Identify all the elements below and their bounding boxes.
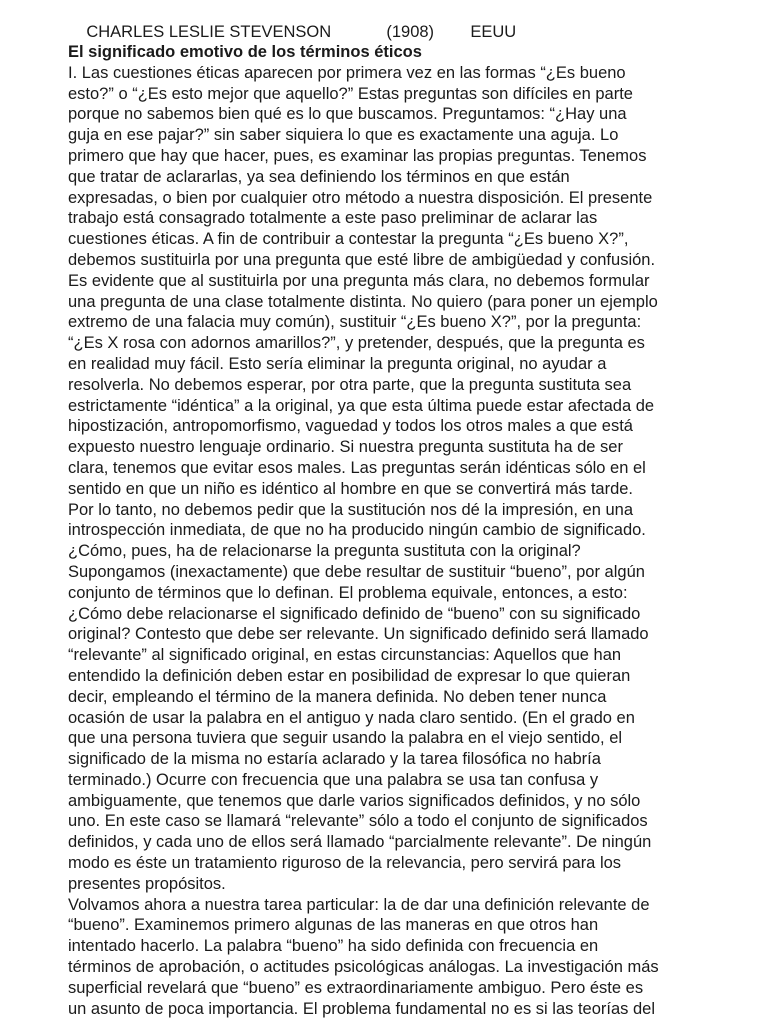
text-line: Por lo tanto, no debemos pedir que la sustitución nos dé la impresión, en una (68, 500, 634, 519)
text-line: entendido la definición deben estar en posibilidad de expresar lo que quieran (68, 666, 631, 685)
publication-year: (1908) (386, 22, 435, 41)
text-line: que tratar de aclararlas, ya sea definiendo los términos en que están (68, 167, 570, 186)
text-line: cuestiones éticas. A fin de contribuir a contestar la pregunta “¿Es bueno X?”, (68, 230, 629, 249)
text-line: ¿Cómo, pues, ha de relacionarse la pregunta sustituta con la original? (68, 542, 581, 561)
text-line: primero que hay que hacer, pues, es examinar las propias preguntas. Tenemos (68, 146, 647, 165)
text-line: decir, empleando el término de la manera definida. No deben tener nunca (68, 687, 607, 706)
text-line: Es evidente que al sustituirla por una pregunta más clara, no debemos formular (68, 271, 650, 290)
text-line: terminado.) Ocurre con frecuencia que una palabra se usa tan confusa y (68, 770, 599, 789)
text-line: expresadas, o bien por cualquier otro método a nuestra disposición. El presente (68, 188, 653, 207)
author-name: CHARLES LESLIE STEVENSON (86, 22, 332, 41)
text-line: estrictamente “idéntica” a la original, ya que esta última puede estar afectada de (68, 396, 655, 415)
text-line: expuesto nuestro lenguaje ordinario. Si nuestra pregunta sustituta ha de ser (68, 438, 623, 457)
text-line: resolverla. No debemos esperar, por otra parte, que la pregunta sustituta sea (68, 375, 632, 394)
text-line: definidos, y cada uno de ellos será llamado “parcialmente relevante”. De ningún (68, 833, 652, 852)
text-line: Volvamos ahora a nuestra tarea particular: la de dar una definición relevante de (68, 895, 650, 914)
text-line: una pregunta de una clase totalmente distinta. No quiero (para poner un ejemplo (68, 292, 658, 311)
text-line: introspección inmediata, de que no ha producido ningún cambio de significado. (68, 521, 646, 540)
text-line: porque no sabemos bien qué es lo que buscamos. Preguntamos: “¿Hay una (68, 105, 627, 124)
text-line: superficial revelará que “bueno” es extraordinariamente ambiguo. Pero éste es (68, 978, 644, 997)
author-country: EEUU (470, 22, 517, 41)
text-line: hipostización, antropomorfismo, vaguedad y todos los otros males a que está (68, 417, 633, 436)
text-line: términos de aprobación, o actitudes psicológicas análogas. La investigación más (68, 958, 659, 977)
text-line: que una persona tuviera que seguir usando la palabra en el viejo sentido, el (68, 729, 623, 748)
text-line: uno. En este caso se llamará “relevante” sólo a todo el conjunto de significados (68, 812, 648, 831)
document-page (68, 0, 700, 1019)
text-line: conjunto de términos que lo definan. El problema equivale, entonces, a esto: (68, 583, 628, 602)
text-line: intentado hacerlo. La palabra “bueno” ha sido definida con frecuencia en (68, 937, 599, 956)
text-line: extremo de una falacia muy común), sustituir “¿Es bueno X?”, por la pregunta: (68, 313, 642, 332)
text-line: en realidad muy fácil. Esto sería eliminar la pregunta original, no ayudar a (68, 354, 607, 373)
text-line: ambiguamente, que tenemos que darle varios significados definidos, y no sólo (68, 791, 641, 810)
text-line: “¿Es X rosa con adornos amarillos?”, y pretender, después, que la pregunta es (68, 334, 645, 353)
document-header (68, 1, 700, 41)
text-line: sentido en que un niño es idéntico al hombre en que se convertirá más tarde. (68, 479, 634, 498)
text-line: ocasión de usar la palabra en el antiguo y nada claro sentido. (En el grado en (68, 708, 635, 727)
text-line: guja en ese pajar?” sin saber siquiera lo que es exactamente una aguja. Lo (68, 126, 619, 145)
text-line: modo es éste un tratamiento riguroso de la relevancia, pero servirá para los (68, 854, 622, 873)
text-line: esto?” o “¿Es esto mejor que aquello?” Estas preguntas son difíciles en parte (68, 84, 633, 103)
text-line: significado de la misma no estaría aclarado y la tarea filosófica no habría (68, 750, 601, 769)
document-title: El significado emotivo de los términos éticos (68, 43, 422, 61)
text-line: trabajo está consagrado totalmente a este paso preliminar de aclarar las (68, 209, 598, 228)
text-line: I. Las cuestiones éticas aparecen por primera vez en las formas “¿Es bueno (68, 63, 626, 82)
text-line: ¿Cómo debe relacionarse el significado definido de “bueno” con su significado (68, 604, 641, 623)
text-line: Supongamos (inexactamente) que debe resultar de sustituir “bueno”, por algún (68, 562, 645, 581)
paragraph-1 (68, 63, 700, 895)
text-line: “bueno”. Examinemos primero algunas de las maneras en que otros han (68, 916, 599, 935)
text-line: original? Contesto que debe ser relevante. Un significado definido será llamado (68, 625, 649, 644)
text-line: clara, tenemos que evitar esos males. Las preguntas serán idénticas sólo en el (68, 458, 646, 477)
text-line: debemos sustituirla por una pregunta que esté libre de ambigüedad y confusión. (68, 250, 656, 269)
text-line: presentes propósitos. (68, 874, 226, 893)
paragraph-2 (68, 895, 700, 1020)
text-line: un asunto de poca importancia. El problema fundamental no es si las teorías del (68, 999, 656, 1018)
text-line: “relevante” al significado original, en estas circunstancias: Aquellos que han (68, 646, 622, 665)
